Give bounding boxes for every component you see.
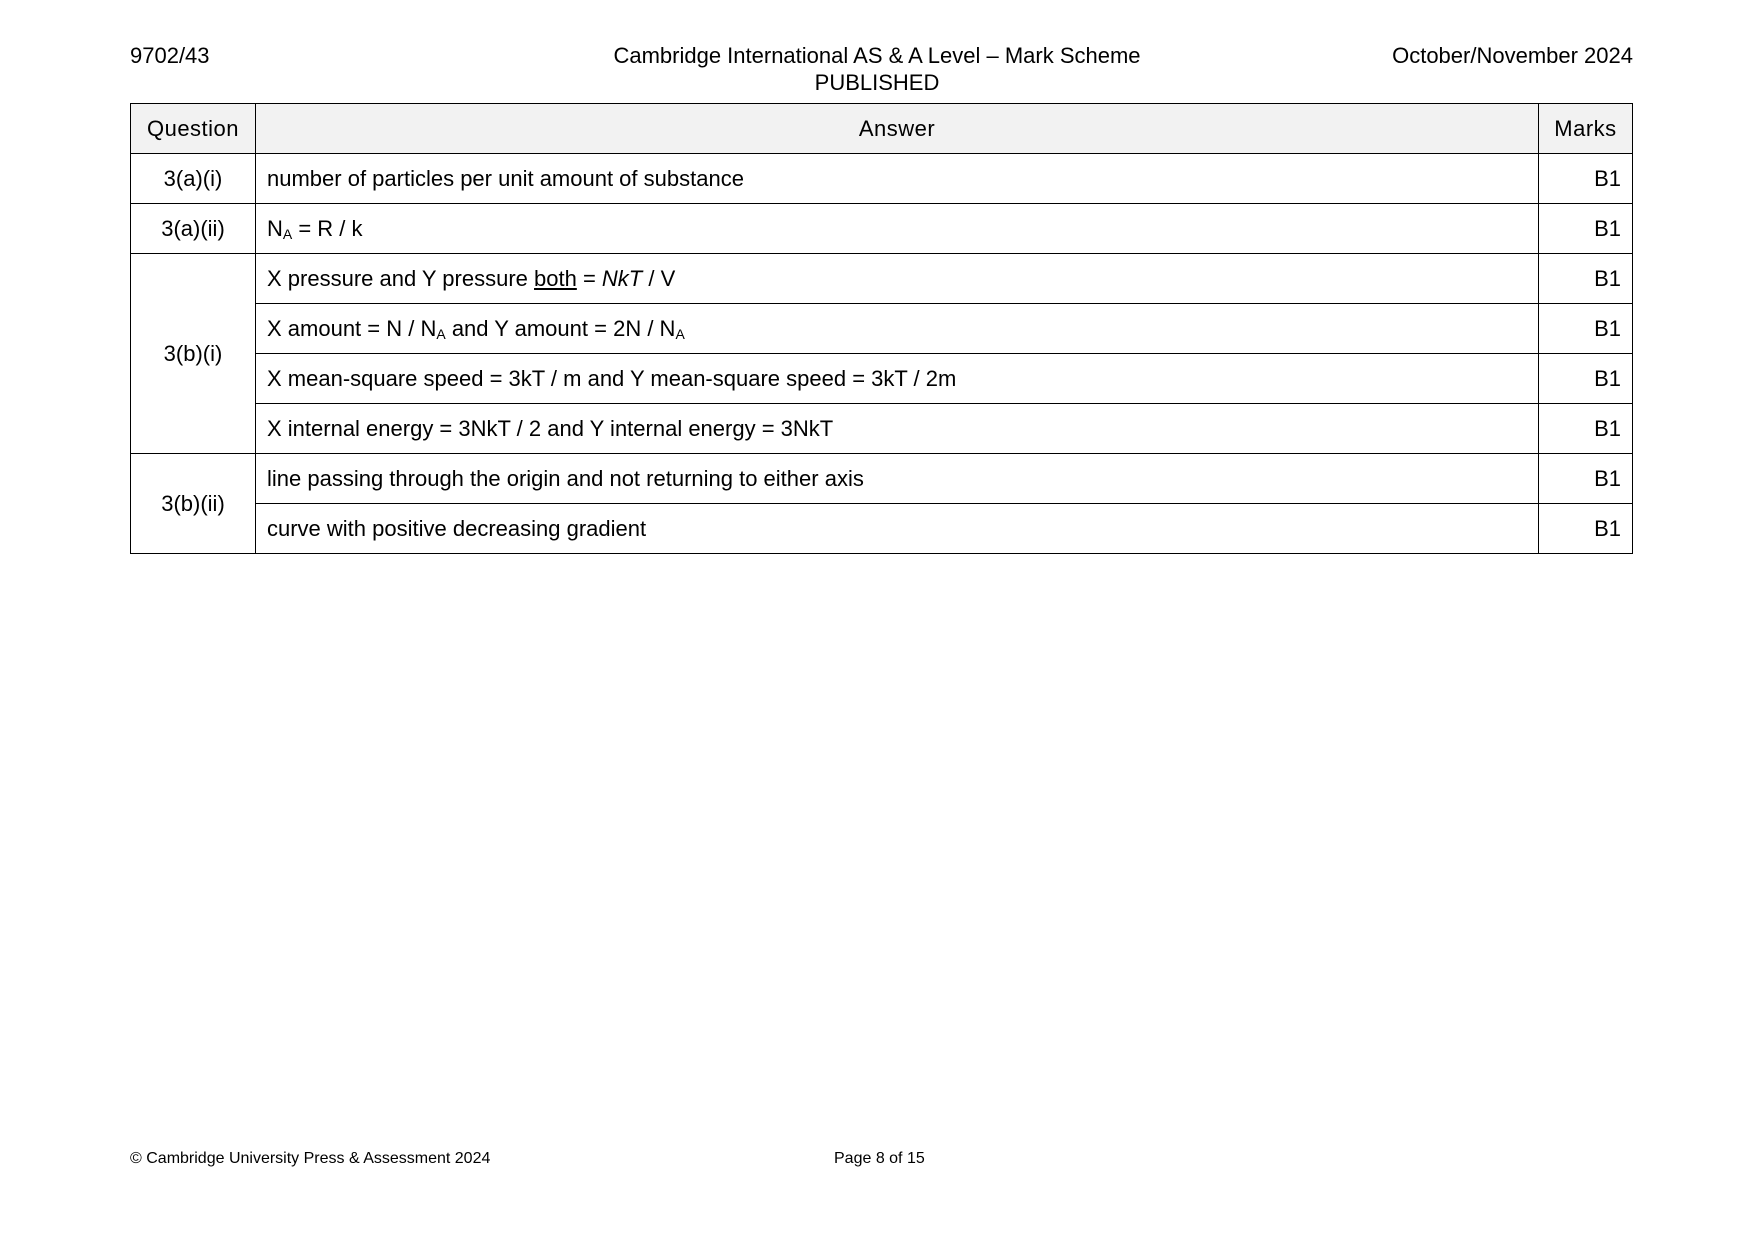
answer-text: curve with positive decreasing gradient [256,504,1539,554]
mark-value: B1 [1539,204,1633,254]
answer-text: number of particles per unit amount of substance [256,154,1539,204]
mark-scheme-table [130,103,1633,554]
page-title: Cambridge International AS & A Level – Mark Scheme [613,43,1141,68]
mark-value: B1 [1539,354,1633,404]
copyright-notice: © Cambridge University Press & Assessment 2024 [130,1150,491,1167]
answer-text: X amount = N / $N_A$ and Y amount = $2N / N_A$ [256,304,1539,354]
mark-value: B1 [1539,504,1633,554]
column-header-marks: Marks [1539,104,1633,154]
question-number: 3(b)(ii) [131,454,256,554]
table-row [131,454,1633,504]
mark-value: B1 [1539,404,1633,454]
question-number: 3(b)(i) [131,254,256,454]
table-row [131,354,1633,404]
table-row [131,254,1633,304]
mark-value: B1 [1539,454,1633,504]
answer-text: X pressure and Y pressure both = NkT / V [256,254,1539,304]
table-header-row [131,104,1633,154]
table-row [131,504,1633,554]
table-row [131,304,1633,354]
exam-session: October/November 2024 [1392,43,1633,68]
table-row [131,154,1633,204]
question-number: 3(a)(i) [131,154,256,204]
question-number: 3(a)(ii) [131,204,256,254]
answer-text: X mean-square speed = 3kT / m and Y mean-square speed = 3kT / 2m [256,354,1539,404]
answer-text: X internal energy = 3NkT / 2 and Y internal energy = 3NkT [256,404,1539,454]
paper-code: 9702/43 [130,43,210,68]
answer-text: line passing through the origin and not returning to either axis [256,454,1539,504]
publish-status: PUBLISHED [814,70,940,95]
mark-value: B1 [1539,154,1633,204]
answer-text: $N_A = R / k$ [256,204,1539,254]
page-number: Page 8 of 15 [834,1150,925,1167]
column-header-question: Question [131,104,256,154]
mark-value: B1 [1539,254,1633,304]
table-row [131,404,1633,454]
table-row [131,204,1633,254]
column-header-answer: Answer [256,104,1539,154]
mark-value: B1 [1539,304,1633,354]
